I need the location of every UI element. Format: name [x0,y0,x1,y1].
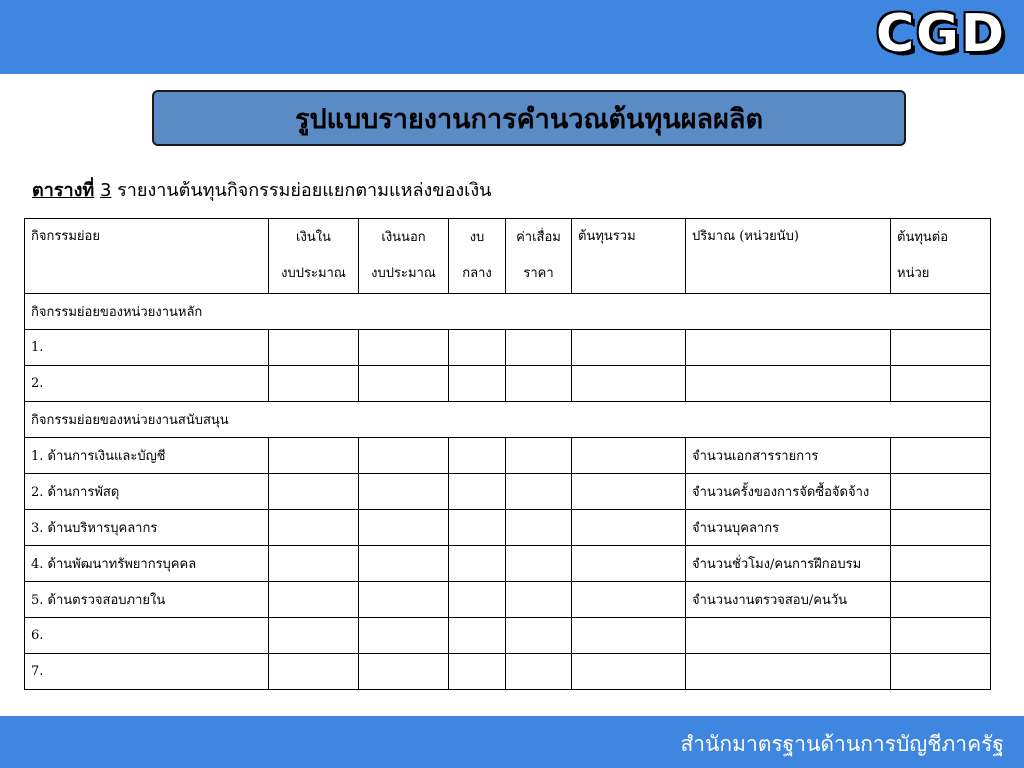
footer-org-name: สำนักมาตรฐานด้านการบัญชีภาครัฐ [680,732,1004,756]
table-caption [32,175,491,204]
table-row [25,654,991,690]
group-label-support: กิจกรรมย่อยของหน่วยงานสนับสนุน [25,402,991,438]
activity-cell: 3. ด้านบริหารบุคลากร [25,510,269,546]
cell [269,438,359,474]
header-activity: กิจกรรมย่อย [25,219,269,294]
cell [359,510,449,546]
activity-cell: 1. [25,330,269,366]
activity-cell: 4. ด้านพัฒนาทรัพยากรบุคคล [25,546,269,582]
cell [891,582,991,618]
cell [506,438,572,474]
header-row [25,219,991,294]
quantity-cell [686,654,891,690]
cell [449,330,506,366]
table-row [25,510,991,546]
cell [572,366,686,402]
cell [269,546,359,582]
cell [572,546,686,582]
cell [891,654,991,690]
table-row [25,582,991,618]
cell [506,654,572,690]
cell [572,330,686,366]
quantity-cell [686,366,891,402]
cell [572,582,686,618]
cell [506,546,572,582]
cell [506,510,572,546]
cell [359,438,449,474]
footer-banner [0,716,1024,768]
cell [572,654,686,690]
header-in-budget: เงินใน งบประมาณ [269,219,359,294]
activity-cell: 2. ด้านการพัสดุ [25,474,269,510]
quantity-cell: จำนวนครั้งของการจัดซื้อจัดจ้าง [686,474,891,510]
cell [891,618,991,654]
cgd-logo: CGD [875,4,1006,64]
cell [891,438,991,474]
table-row [25,438,991,474]
activity-cell: 5. ด้านตรวจสอบภายใน [25,582,269,618]
cell [572,438,686,474]
activity-cell: 7. [25,654,269,690]
cell [269,510,359,546]
table-row [25,618,991,654]
cell [891,510,991,546]
cell [449,510,506,546]
cell [359,618,449,654]
cell [269,330,359,366]
group-row-main [25,294,991,330]
header-central-budget: งบ กลาง [449,219,506,294]
header-quantity: ปริมาณ (หน่วยนับ) [686,219,891,294]
quantity-cell: จำนวนบุคลากร [686,510,891,546]
cell [359,330,449,366]
cell [449,366,506,402]
header-depreciation: ค่าเสื่อม ราคา [506,219,572,294]
table-row [25,546,991,582]
quantity-cell [686,618,891,654]
cell [359,546,449,582]
cell [506,474,572,510]
activity-cell: 6. [25,618,269,654]
cell [269,654,359,690]
cell [359,366,449,402]
caption-text: รายงานต้นทุนกิจกรรมย่อยแยกตามแหล่งของเงิน [111,180,492,201]
cell [269,366,359,402]
cell [449,438,506,474]
header-unit-cost: ต้นทุนต่อ หน่วย [891,219,991,294]
header-off-budget: เงินนอก งบประมาณ [359,219,449,294]
group-label-main: กิจกรรมย่อยของหน่วยงานหลัก [25,294,991,330]
slide-title: รูปแบบรายงานการคำนวณต้นทุนผลผลิต [152,90,906,146]
group-row-support [25,402,991,438]
cell [891,366,991,402]
cell [269,618,359,654]
quantity-cell: จำนวนเอกสารรายการ [686,438,891,474]
quantity-cell [686,330,891,366]
cell [359,582,449,618]
cell [891,546,991,582]
cell [572,618,686,654]
activity-cell: 1. ด้านการเงินและบัญชี [25,438,269,474]
cell [506,582,572,618]
caption-number: 3 [99,180,112,201]
header-total-cost: ต้นทุนรวม [572,219,686,294]
cell [359,474,449,510]
cell [449,654,506,690]
cell [449,474,506,510]
cell [572,474,686,510]
cell [449,618,506,654]
cell [269,474,359,510]
quantity-cell: จำนวนชั่วโมง/คนการฝึกอบรม [686,546,891,582]
caption-label: ตารางที่ [32,180,95,201]
cell [269,582,359,618]
top-banner [0,0,1024,74]
cell [506,330,572,366]
cell [891,474,991,510]
activity-cell: 2. [25,366,269,402]
cell [506,366,572,402]
table-row [25,330,991,366]
table-row [25,366,991,402]
report-table [24,218,991,690]
cell [572,510,686,546]
cell [891,330,991,366]
quantity-cell: จำนวนงานตรวจสอบ/คนวัน [686,582,891,618]
cell [449,546,506,582]
table-row [25,474,991,510]
cell [359,654,449,690]
cell [506,618,572,654]
cell [449,582,506,618]
